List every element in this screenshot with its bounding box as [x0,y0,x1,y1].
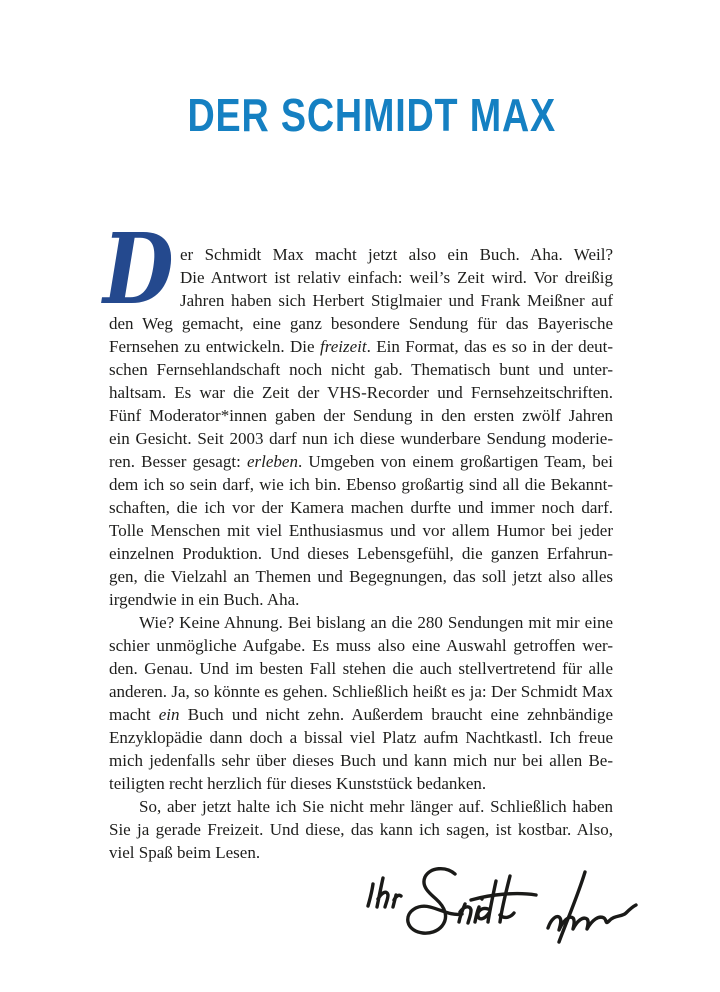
signature-handwriting [352,855,642,965]
drop-cap: D [103,212,174,326]
text-line: dem ich so sein darf, wie ich bin. Ebenso großartig sind all die Bekannt- [109,475,613,494]
text-line: schier unmögliche Aufgabe. Es muss also eine Auswahl getroffen wer- [109,636,613,655]
text-line: ren. Besser gesagt: erleben. Umgeben von einem großartigen Team, bei [109,452,613,471]
page-title: DER SCHMIDT MAX [187,89,557,141]
text-line: er Schmidt Max macht jetzt also ein Buch. Aha. Weil? [180,245,613,264]
text-line: den. Genau. Und im besten Fall stehen die auch stellvertretend für alle [109,659,613,678]
text-line: Die Antwort ist relativ einfach: weil’s Zeit wird. Vor dreißig [180,268,613,287]
text-line: Fünf Moderator*innen gaben der Sendung in den ersten zwölf Jahren [109,406,613,425]
signature-stroke [368,884,373,906]
text-line: haltsam. Es war die Zeit der VHS-Recorder und Fernsehzeitschriften. [109,383,613,402]
text-line: viel Spaß beim Lesen. [109,843,261,862]
signature-stroke [478,881,496,922]
text-line: schen Fernsehlandschaft noch nicht gab. Thematisch bunt und unter- [109,360,613,379]
text-line: irgendwie in ein Buch. Aha. [109,590,300,609]
text-line: einzelnen Produktion. Und dieses Lebensgefühl, die ganzen Erfahrun- [109,544,613,563]
text-line: Sie ja gerade Freizeit. Und diese, das kann ich sagen, ist kostbar. Also, [109,820,613,839]
signature-stroke [393,895,401,907]
text-line: gen, die Vielzahl an Themen und Begegnungen, das soll jetzt also alles [109,567,613,586]
text-line: Tolle Menschen mit viel Enthusiasmus und vor allem Humor bei jeder [109,521,613,540]
text-line: Jahren haben sich Herbert Stiglmaier und Frank Meißner auf [180,291,613,310]
paragraph [109,243,613,611]
text-line: mich jedenfalls sehr über dieses Buch und kann mich nur bei allen Be- [109,751,613,770]
text-line: anderen. Ja, so könnte es gehen. Schließlich heißt es ja: Der Schmidt Max [109,682,613,701]
paragraph [109,611,613,795]
text-line: den Weg gemacht, eine ganz besondere Sendung für das Bayerische [109,314,613,333]
text-line: Wie? Keine Ahnung. Bei bislang an die 280 Sendungen mit mir eine [139,613,613,632]
text-line: Fernsehen zu entwickeln. Die freizeit. Ein Format, das es so in der deut- [109,337,614,356]
title-container [0,89,720,141]
text-line: teiligten recht herzlich für dieses Kunststück bedanken. [109,774,487,793]
foreword-text [109,243,613,864]
paragraph [109,795,613,864]
text-line: Enzyklopädie dann doch a bissal viel Platz aufm Nachtkastl. Ich freue [109,728,613,747]
text-line: schaften, die ich vor der Kamera machen durfte und immer noch darf. [109,498,613,517]
text-line: So, aber jetzt halte ich Sie nicht mehr länger auf. Schließlich haben [139,797,613,816]
text-line: ein Gesicht. Seit 2003 darf nun ich diese wunderbare Sendung moderie- [109,429,613,448]
signature-stroke [408,869,462,933]
text-line: macht ein Buch und nicht zehn. Außerdem braucht eine zehnbändige [109,705,613,724]
signature-stroke [377,878,388,907]
signature-stroke [548,905,636,930]
signature-stroke [559,872,585,942]
